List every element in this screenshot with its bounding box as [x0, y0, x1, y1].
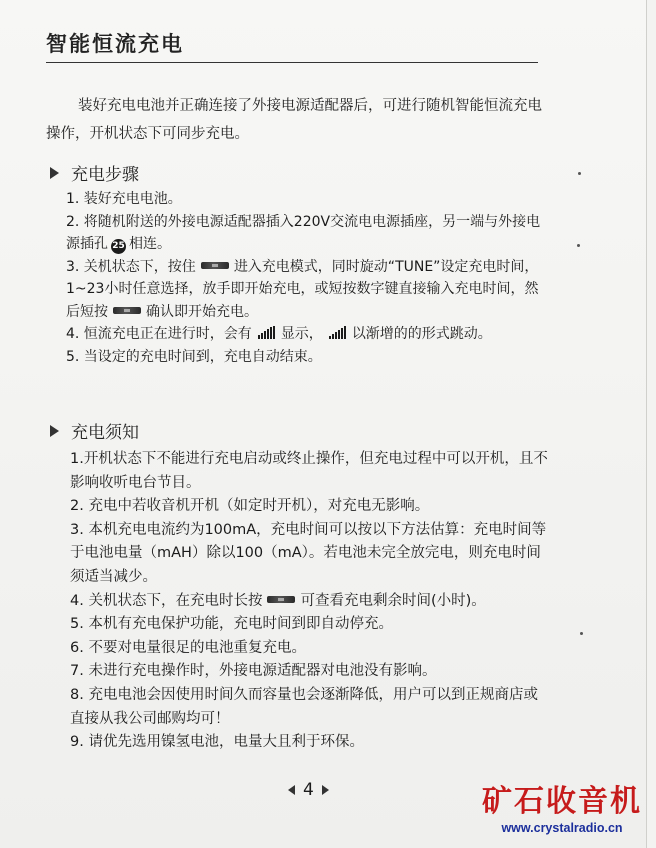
step-2-text-b: 相连。	[129, 236, 171, 252]
page-next-arrow-icon	[322, 785, 329, 795]
vol-button-icon	[201, 262, 229, 269]
note-item-4	[70, 590, 550, 614]
steps-list	[66, 188, 544, 368]
note-item-9: 9. 请优先选用镍氢电池，电量大且利于环保。	[70, 734, 364, 751]
page-prev-arrow-icon	[288, 785, 295, 795]
vol-button-icon	[267, 596, 295, 603]
step-item-5: 5. 当设定的充电时间到，充电自动结束。	[66, 348, 322, 365]
step-3-text-b: 进入充电模式，同时旋动“TUNE”设定充电时间，1~23小时任意选择，放手即开始充电，或短按数字键直接输入充电时间，然后短按	[66, 258, 539, 320]
step-item-1: 1. 装好充电电池。	[66, 191, 182, 207]
page-title: 智能恒流充电	[46, 32, 184, 56]
watermark-title: 矿石收音机	[482, 784, 642, 819]
notes-list	[70, 448, 550, 755]
note-item-5: 5. 本机有充电保护功能，充电时间到即自动停充。	[70, 616, 393, 633]
scan-speck	[577, 244, 580, 247]
note-4-text-a: 4. 关机状态下，在充电时长按	[70, 592, 263, 609]
note-item-8: 8. 充电电池会因使用时间久而容量也会逐渐降低，用户可以到正规商店或直接从我公司邮购均可！	[70, 686, 538, 727]
steps-heading	[50, 160, 139, 185]
watermark	[482, 784, 642, 836]
scan-speck	[580, 632, 583, 635]
page-number	[288, 780, 329, 800]
step-item-2	[66, 211, 544, 256]
signal-level-icon	[329, 326, 346, 339]
step-2-text-a: 2. 将随机附送的外接电源适配器插入220V交流电电源插座，另一端与外接电源插孔	[66, 213, 541, 252]
battery-charging-icon	[258, 326, 275, 339]
notes-heading	[50, 418, 139, 443]
section-arrow-icon	[50, 425, 59, 437]
step-4-text-c: 以渐增的的形式跳动。	[351, 326, 492, 342]
note-item-1: 1.开机状态下不能进行充电启动或终止操作，但充电过程中可以开机，且不影响收听电台节目。	[70, 451, 548, 491]
step-item-3	[66, 256, 544, 324]
scan-speck	[578, 172, 581, 175]
note-4-text-b: 可查看充电剩余时间(小时)。	[300, 592, 486, 609]
intro-paragraph	[46, 92, 556, 148]
note-item-6: 6. 不要对电量很足的电池重复充电。	[70, 639, 306, 656]
section-arrow-icon	[50, 167, 59, 179]
step-item-4	[66, 323, 544, 346]
page-number-label: 4	[303, 780, 314, 800]
step-3-text-c: 确认即开始充电。	[146, 303, 258, 320]
notes-heading-label: 充电须知	[71, 423, 139, 443]
step-4-text-b: 显示，	[280, 326, 323, 342]
step-4-text-a: 4. 恒流充电正在进行时，会有	[66, 326, 252, 342]
watermark-url: www.crystalradio.cn	[501, 821, 623, 835]
note-item-2: 2. 充电中若收音机开机（如定时开机），对充电无影响。	[70, 498, 430, 515]
steps-heading-label: 充电步骤	[71, 165, 139, 185]
title-underline	[46, 62, 538, 63]
intro-text: 装好充电电池并正确连接了外接电源适配器后，可进行随机智能恒流充电操作，开机状态下可同步充电。	[46, 98, 542, 142]
note-item-7: 7. 未进行充电操作时，外接电源适配器对电池没有影响。	[70, 663, 437, 680]
vol-button-icon	[113, 307, 141, 314]
note-item-3: 3. 本机充电电流约为100mA，充电时间可以按以下方法估算：充电时间等于电池电量（mAH）除以100（mA）。若电池未完全放完电，则充电时间须适当减少。	[70, 521, 547, 585]
jack-number-badge: 25	[111, 239, 126, 254]
step-3-text-a: 3. 关机状态下，按住	[66, 258, 196, 275]
